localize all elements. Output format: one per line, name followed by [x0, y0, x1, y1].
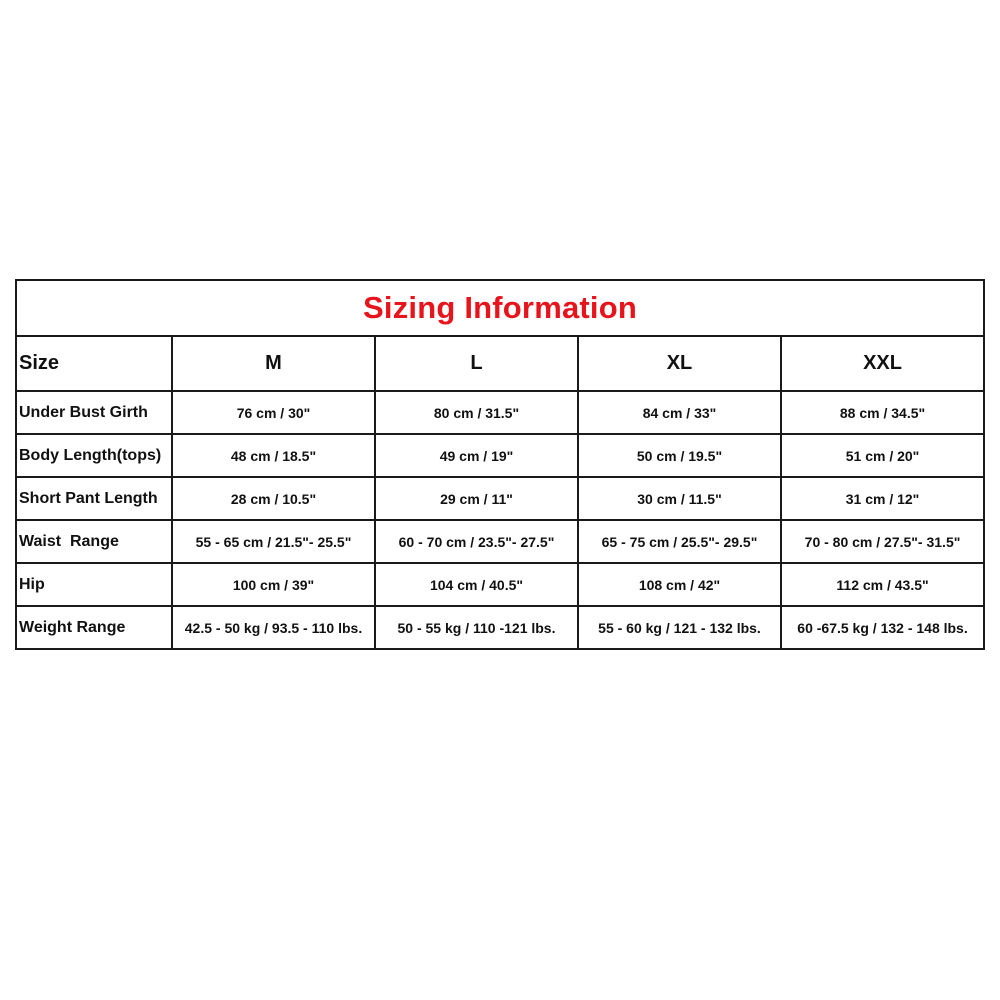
sizing-table: [15, 279, 985, 650]
table-cell: 65 - 75 cm / 25.5"- 29.5": [578, 520, 781, 563]
table-cell: 84 cm / 33": [578, 391, 781, 434]
table-cell: 51 cm / 20": [781, 434, 984, 477]
header-size-label: Size: [16, 336, 172, 391]
header-size-xl: XL: [578, 336, 781, 391]
table-cell: 50 cm / 19.5": [578, 434, 781, 477]
row-label: Short Pant Length: [16, 477, 172, 520]
table-cell: 42.5 - 50 kg / 93.5 - 110 lbs.: [172, 606, 375, 649]
table-cell: 76 cm / 30": [172, 391, 375, 434]
table-cell: 100 cm / 39": [172, 563, 375, 606]
header-row: [16, 336, 984, 391]
table-row-weight-range: [16, 606, 984, 649]
row-label: Under Bust Girth: [16, 391, 172, 434]
table-cell: 60 -67.5 kg / 132 - 148 lbs.: [781, 606, 984, 649]
header-size-m: M: [172, 336, 375, 391]
table-cell: 70 - 80 cm / 27.5"- 31.5": [781, 520, 984, 563]
header-size-xxl: XXL: [781, 336, 984, 391]
row-label: Waist Range: [16, 520, 172, 563]
table-cell: 48 cm / 18.5": [172, 434, 375, 477]
table-cell: 55 - 60 kg / 121 - 132 lbs.: [578, 606, 781, 649]
table-cell: 80 cm / 31.5": [375, 391, 578, 434]
table-cell: 88 cm / 34.5": [781, 391, 984, 434]
table-row-hip: [16, 563, 984, 606]
header-size-l: L: [375, 336, 578, 391]
table-cell: 28 cm / 10.5": [172, 477, 375, 520]
table-row-waist-range: [16, 520, 984, 563]
table-row-short-pant-length: [16, 477, 984, 520]
table-row-under-bust-girth: [16, 391, 984, 434]
table-cell: 112 cm / 43.5": [781, 563, 984, 606]
table-cell: 108 cm / 42": [578, 563, 781, 606]
table-row-body-length: [16, 434, 984, 477]
table-cell: 30 cm / 11.5": [578, 477, 781, 520]
table-cell: 31 cm / 12": [781, 477, 984, 520]
table-cell: 49 cm / 19": [375, 434, 578, 477]
row-label: Body Length(tops): [16, 434, 172, 477]
table-cell: 55 - 65 cm / 21.5"- 25.5": [172, 520, 375, 563]
row-label: Hip: [16, 563, 172, 606]
table-title: Sizing Information: [16, 280, 984, 336]
row-label: Weight Range: [16, 606, 172, 649]
table-cell: 60 - 70 cm / 23.5"- 27.5": [375, 520, 578, 563]
table-cell: 50 - 55 kg / 110 -121 lbs.: [375, 606, 578, 649]
table-cell: 104 cm / 40.5": [375, 563, 578, 606]
title-row: [16, 280, 984, 336]
table-cell: 29 cm / 11": [375, 477, 578, 520]
